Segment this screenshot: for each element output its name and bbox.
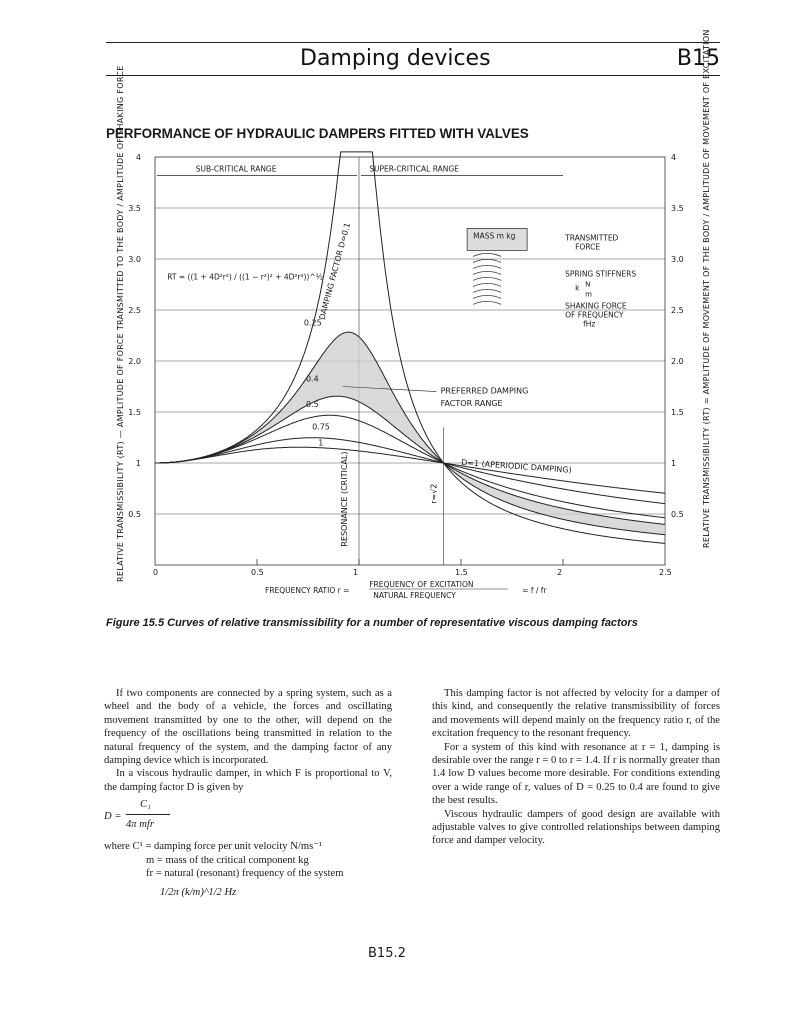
y-tick-label-left: 1.5 — [128, 408, 141, 417]
body-column-right — [432, 687, 720, 848]
paragraph: In a viscous hydraulic damper, in which F is proportional to V, the damping factor D is given by — [104, 768, 392, 793]
y-axis-label-left: RELATIVE TRANSMISSIBILITY (RT) — AMPLITUDE OF FORCE TRANSMITTED TO THE BODY / AMPLITUDE OF SHAKING FORCE — [116, 65, 125, 582]
definition: where C¹ = damping force per unit velocity N/ms⁻¹ — [104, 841, 322, 853]
transmitted-label: FORCE — [575, 242, 601, 252]
natural-frequency-formula: 1/2π (k/m)^1/2 Hz — [160, 887, 237, 899]
y-tick-label-left: 4 — [135, 153, 141, 162]
y-tick-label-right: 2.5 — [671, 306, 684, 315]
super-critical-label: SUPER-CRITICAL RANGE — [369, 164, 459, 174]
x-tick-label: 1 — [353, 568, 359, 577]
paragraph: This damping factor is not affected by velocity for a damper of this kind, and consequently the relative transmissibility of forces and movements will depend mainly on the frequency ratio r, of the excitation frequency to the resonant frequency. — [432, 688, 720, 740]
y-tick-label-left: 2.0 — [128, 357, 141, 366]
sub-critical-label: SUB-CRITICAL RANGE — [195, 164, 277, 174]
definition: fr = natural (resonant) frequency of the system — [146, 868, 344, 880]
curve-label: 0.25 — [303, 318, 322, 328]
curve-label: 0.75 — [312, 422, 330, 432]
section-code: B15 — [676, 46, 720, 71]
eq-lhs: D = — [104, 811, 122, 823]
x-tick-label: 2 — [557, 568, 563, 577]
resonance-label: RESONANCE (CRITICAL) — [339, 451, 349, 547]
y-tick-label-right: 4 — [671, 153, 677, 162]
damping-factor-label: DAMPING FACTOR D=0.1 — [317, 221, 353, 321]
figure-heading: PERFORMANCE OF HYDRAULIC DAMPERS FITTED WITH VALVES — [106, 126, 529, 141]
spring-label: SPRING STIFFNERS — [565, 269, 637, 279]
spring-units-label: N — [585, 280, 591, 289]
y-tick-label-right: 1.5 — [671, 408, 684, 417]
y-tick-label-left: 0.5 — [128, 510, 141, 519]
x-tick-label: 0 — [153, 568, 159, 577]
y-tick-label-right: 1 — [671, 459, 677, 468]
shaking-label: OF FREQUENCY — [565, 310, 624, 320]
figure-caption: Figure 15.5 Curves of relative transmissibility for a number of representative viscous damping factors — [106, 617, 638, 629]
eq-numerator: C₁ — [140, 799, 151, 811]
definitions — [104, 840, 392, 900]
paragraph: For a system of this kind with resonance at r = 1, damping is desirable over the range r = 0 to r = 1.4. If r is normally greater than 1.4 low D values become more desirable. For conditions extending over a wide range of r, values of D = 0.25 to 0.4 are found to give the best results. — [432, 741, 720, 807]
preferred-label: PREFERRED DAMPING — [440, 386, 529, 396]
spring — [473, 253, 501, 304]
y-tick-label-left: 1 — [135, 459, 141, 468]
y-tick-label-right: 0.5 — [671, 510, 684, 519]
y-tick-label-left: 2.5 — [128, 306, 141, 315]
curve-label: 0.5 — [305, 399, 319, 409]
spring-units-label: m — [585, 290, 592, 299]
shaking-label: fHz — [583, 319, 596, 329]
damping-equation — [104, 794, 392, 836]
paragraph: If two components are connected by a spring system, such as a wheel and the body of a vehicle, the forces and oscillating movement transmitted by one to the other, will depend on the frequency of the oscillations being transmitted in relation to the natural frequency of the system, and the damping factor of any damping device which is incorporated. — [104, 688, 392, 767]
r-sqrt2-label: r=√2 — [429, 483, 439, 504]
definition: m = mass of the critical component kg — [146, 854, 309, 866]
y-axis-label-right: RELATIVE TRANSMISSIBILITY (RT) = AMPLITUDE OF MOVEMENT OF THE BODY / AMPLITUDE OF MOVEMENT OF EXCITATION — [702, 29, 711, 548]
y-tick-label-left: 3.5 — [128, 204, 141, 213]
x-tick-label: 2.5 — [659, 568, 672, 577]
eq-denominator: 4π mfr — [126, 819, 154, 831]
curve-label: 1 — [318, 438, 324, 448]
page-number: B15.2 — [368, 946, 406, 961]
transmitted-label: TRANSMITTED — [565, 233, 619, 243]
paragraph: Viscous hydraulic dampers of good design are available with adjustable valves to give controlled relationships between damping force and damper velocity. — [432, 808, 720, 847]
y-tick-label-right: 3.5 — [671, 204, 684, 213]
body-column-left — [104, 687, 392, 900]
mass-label: MASS m kg — [473, 231, 516, 241]
x-axis-label: FREQUENCY RATIO r = — [265, 586, 350, 595]
rt-formula: RT = ((1 + 4D²r²) / ((1 − r²)² + 4D²r²))^½ — [167, 272, 323, 282]
x-axis-label: NATURAL FREQUENCY — [373, 591, 456, 600]
y-tick-label-right: 2.0 — [671, 357, 684, 366]
y-tick-label-right: 3.0 — [671, 255, 684, 264]
page-title: Damping devices — [300, 46, 491, 71]
curve-label: 0.4 — [305, 374, 319, 384]
x-axis-label: = f / fr — [522, 586, 547, 595]
spring-units-label: k — [575, 283, 580, 293]
x-axis-label: FREQUENCY OF EXCITATION — [369, 580, 474, 589]
y-tick-label-left: 3.0 — [128, 255, 141, 264]
preferred-label: FACTOR RANGE — [440, 398, 503, 408]
shaking-label: SHAKING FORCE — [565, 301, 627, 311]
damping-curve — [155, 396, 665, 524]
preferred-damping-band — [155, 332, 665, 535]
x-tick-label: 1.5 — [455, 568, 468, 577]
eq-fraction-bar — [126, 814, 170, 815]
aperiodic-label: D=1 (APERIODIC DAMPING) — [460, 458, 572, 475]
x-tick-label: 0.5 — [251, 568, 264, 577]
